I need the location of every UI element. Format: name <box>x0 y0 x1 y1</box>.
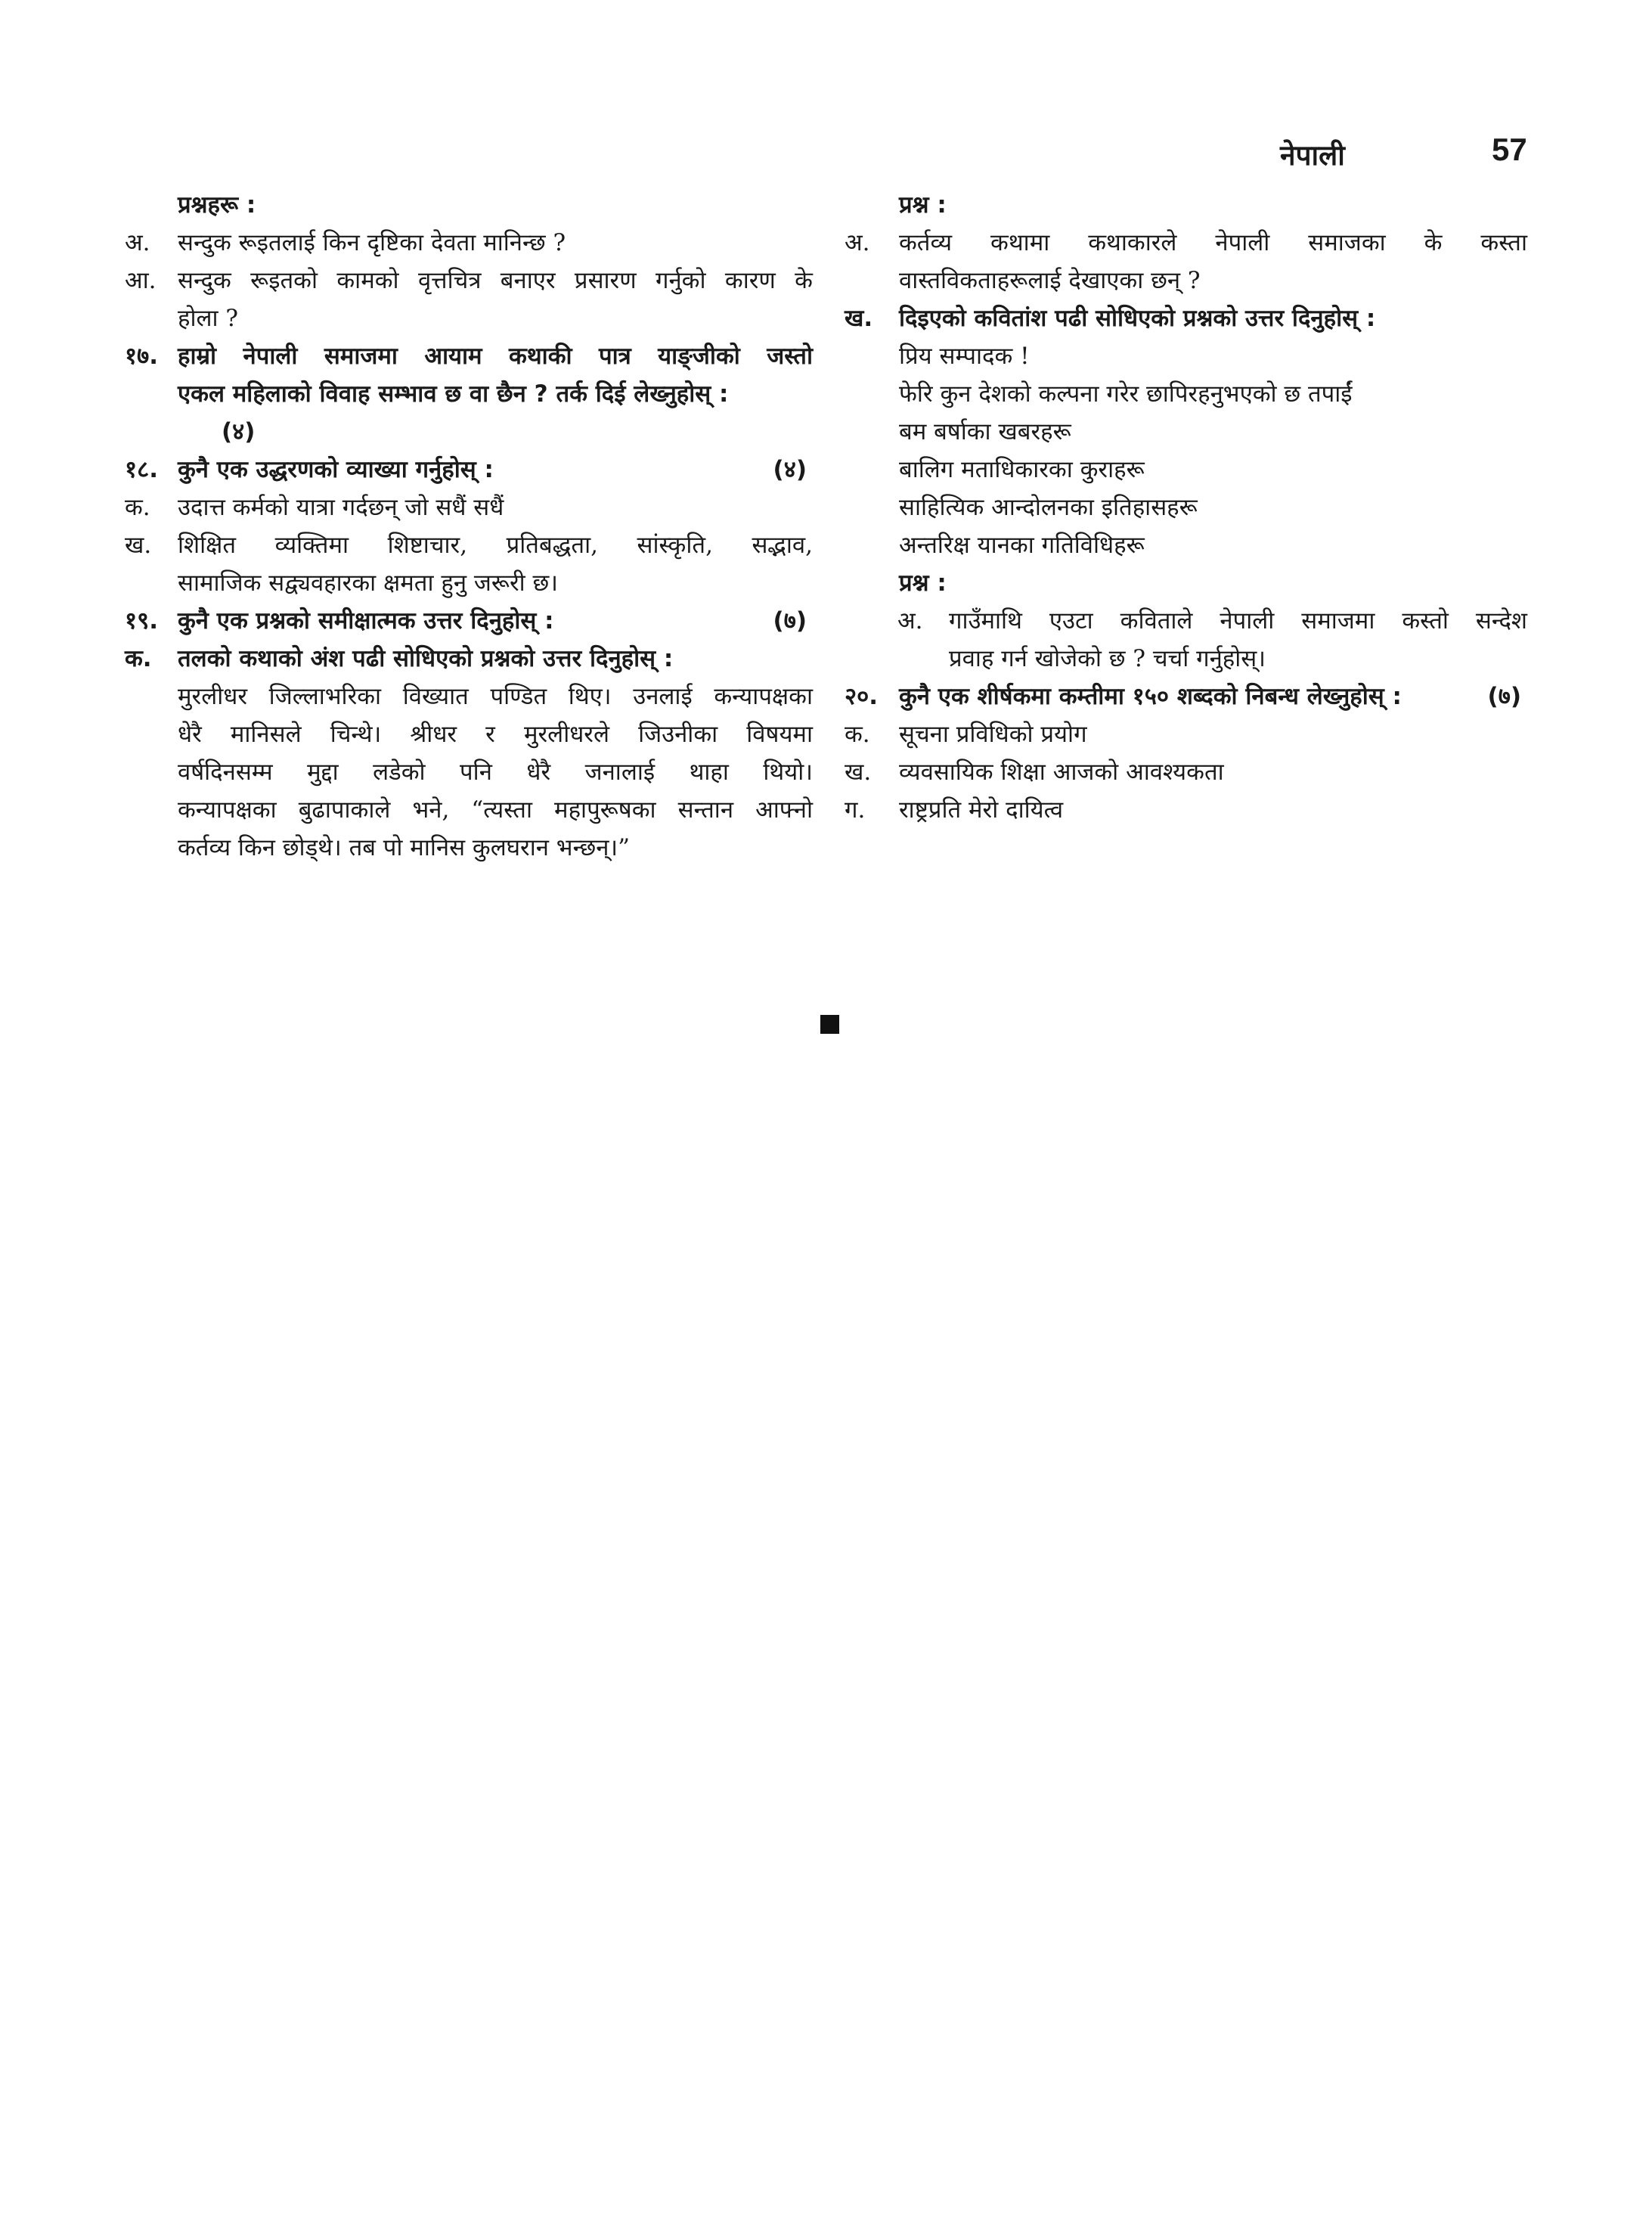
question-marker: क. <box>125 645 152 672</box>
question-number: २०. <box>845 683 879 710</box>
question-a <box>845 224 1527 262</box>
question-marker: क. <box>125 494 150 521</box>
question-a <box>125 224 813 262</box>
question-text: सन्दुक रूइतको कामको वृत्तचित्र बनाएर प्रसारण गर्नुको कारण के <box>178 267 813 294</box>
question-aa <box>125 262 813 299</box>
topic-text: राष्ट्रप्रति मेरो दायित्व <box>899 796 1064 824</box>
poem-line: साहित्यिक आन्दोलनका इतिहासहरू <box>899 494 1198 521</box>
question-text-cont: प्रवाह गर्न खोजेको छ ? चर्चा गर्नुहोस्। <box>949 645 1266 672</box>
question-text: कुनै एक उद्धरणको व्याख्या गर्नुहोस् : <box>178 456 494 483</box>
questions-heading: प्रश्नहरू : <box>178 191 256 219</box>
topic-text: सूचना प्रविधिको प्रयोग <box>899 721 1087 748</box>
question-number: १९. <box>125 607 159 635</box>
topic-item <box>845 791 1527 829</box>
left-column <box>125 186 813 867</box>
marks: (४) <box>773 456 807 483</box>
topic-item <box>845 753 1527 791</box>
poem-line: अन्तरिक्ष यानका गतिविधिहरू <box>899 532 1145 559</box>
question-heading: प्रश्न : <box>899 569 947 597</box>
poem-line: प्रिय सम्पादक ! <box>899 343 1030 370</box>
question-text-cont: होला ? <box>178 305 239 332</box>
page-number: 57 <box>1492 132 1527 167</box>
question-18-kha <box>125 526 813 564</box>
passage-line: धेरै मानिसले चिन्थे। श्रीधर र मुरलीधरले जिउनीका विषयमा <box>178 721 813 748</box>
question-text: दिइएको कवितांश पढी सोधिएको प्रश्नको उत्तर दिनुहोस् : <box>899 305 1376 332</box>
end-of-section-square-icon <box>820 1015 839 1034</box>
question-17-line2: एकल महिलाको विवाह सम्भाव छ वा छैन ? तर्क दिई लेख्नुहोस् : <box>178 380 729 408</box>
question-number: १७. <box>125 343 159 370</box>
question-a-2 <box>845 602 1527 640</box>
poem-line: फेरि कुन देशको कल्पना गरेर छापिरहनुभएको छ तपाईं <box>899 380 1353 408</box>
topic-marker: क. <box>845 721 870 748</box>
marks: (७) <box>773 607 807 635</box>
question-marker: ख. <box>845 305 873 332</box>
question-marker: आ. <box>125 267 157 294</box>
question-text: सन्दुक रूइतलाई किन दृष्टिका देवता मानिन्छ ? <box>178 229 566 256</box>
question-marker: अ. <box>897 607 923 635</box>
question-17 <box>125 337 813 375</box>
topic-marker: ख. <box>845 759 872 786</box>
question-text: हाम्रो नेपाली समाजमा आयाम कथाकी पात्र याङ्जीको जस्तो <box>178 343 813 370</box>
passage-line: मुरलीधर जिल्लाभरिका विख्यात पण्डित थिए। उनलाई कन्यापक्षका <box>178 683 813 710</box>
question-kha <box>845 299 1527 337</box>
question-19-ka <box>125 640 813 678</box>
passage-line: कन्यापक्षका बुढापाकाले भने, “त्यस्ता महापुरूषका सन्तान आफ्नो <box>178 796 813 824</box>
poem-line: बम बर्षाका खबरहरू <box>899 418 1071 445</box>
question-text-cont: सामाजिक सद्व्यवहारका क्षमता हुनु जरूरी छ। <box>178 569 559 597</box>
question-heading: प्रश्न : <box>899 191 947 219</box>
question-text: शिक्षित व्यक्तिमा शिष्टाचार, प्रतिबद्धता, सांस्कृति, सद्भाव, <box>178 532 813 559</box>
question-18 <box>125 451 813 489</box>
question-19 <box>125 602 813 640</box>
marks: (७) <box>1487 683 1521 710</box>
passage-line: वर्षदिनसम्म मुद्दा लडेको पनि धेरै जनालाई थाहा थियो। <box>178 759 813 786</box>
question-text: तलको कथाको अंश पढी सोधिएको प्रश्नको उत्तर दिनुहोस् : <box>178 645 674 672</box>
question-marker: ख. <box>125 532 152 559</box>
question-17-marks <box>125 413 813 451</box>
question-20 <box>845 678 1527 715</box>
question-text-cont: वास्तविकताहरूलाई देखाएका छन् ? <box>899 267 1201 294</box>
topic-text: व्यवसायिक शिक्षा आजको आवश्यकता <box>899 759 1224 786</box>
question-text: गाउँमाथि एउटा कविताले नेपाली समाजमा कस्तो सन्देश <box>949 607 1527 635</box>
topic-item <box>845 715 1527 753</box>
question-marker: अ. <box>125 229 150 256</box>
marks: (४) <box>222 418 256 445</box>
question-18-ka <box>125 489 813 526</box>
question-text: कर्तव्य कथामा कथाकारले नेपाली समाजका के कस्ता <box>899 229 1527 256</box>
passage-line: कर्तव्य किन छोड्थे। तब पो मानिस कुलघरान भन्छन्।” <box>178 834 630 861</box>
question-text: उदात्त कर्मको यात्रा गर्दछन् जो सधैं सधैं <box>178 494 504 521</box>
question-text: कुनै एक शीर्षकमा कम्तीमा १५० शब्दको निबन्ध लेख्नुहोस् : <box>899 683 1402 710</box>
topic-marker: ग. <box>845 796 866 824</box>
question-number: १८. <box>125 456 159 483</box>
running-header-subject: नेपाली <box>1280 139 1345 172</box>
question-text: कुनै एक प्रश्नको समीक्षात्मक उत्तर दिनुहोस् : <box>178 607 554 635</box>
right-column <box>845 186 1527 829</box>
poem-line: बालिग मताधिकारका कुराहरू <box>899 456 1145 483</box>
question-marker: अ. <box>845 229 870 256</box>
